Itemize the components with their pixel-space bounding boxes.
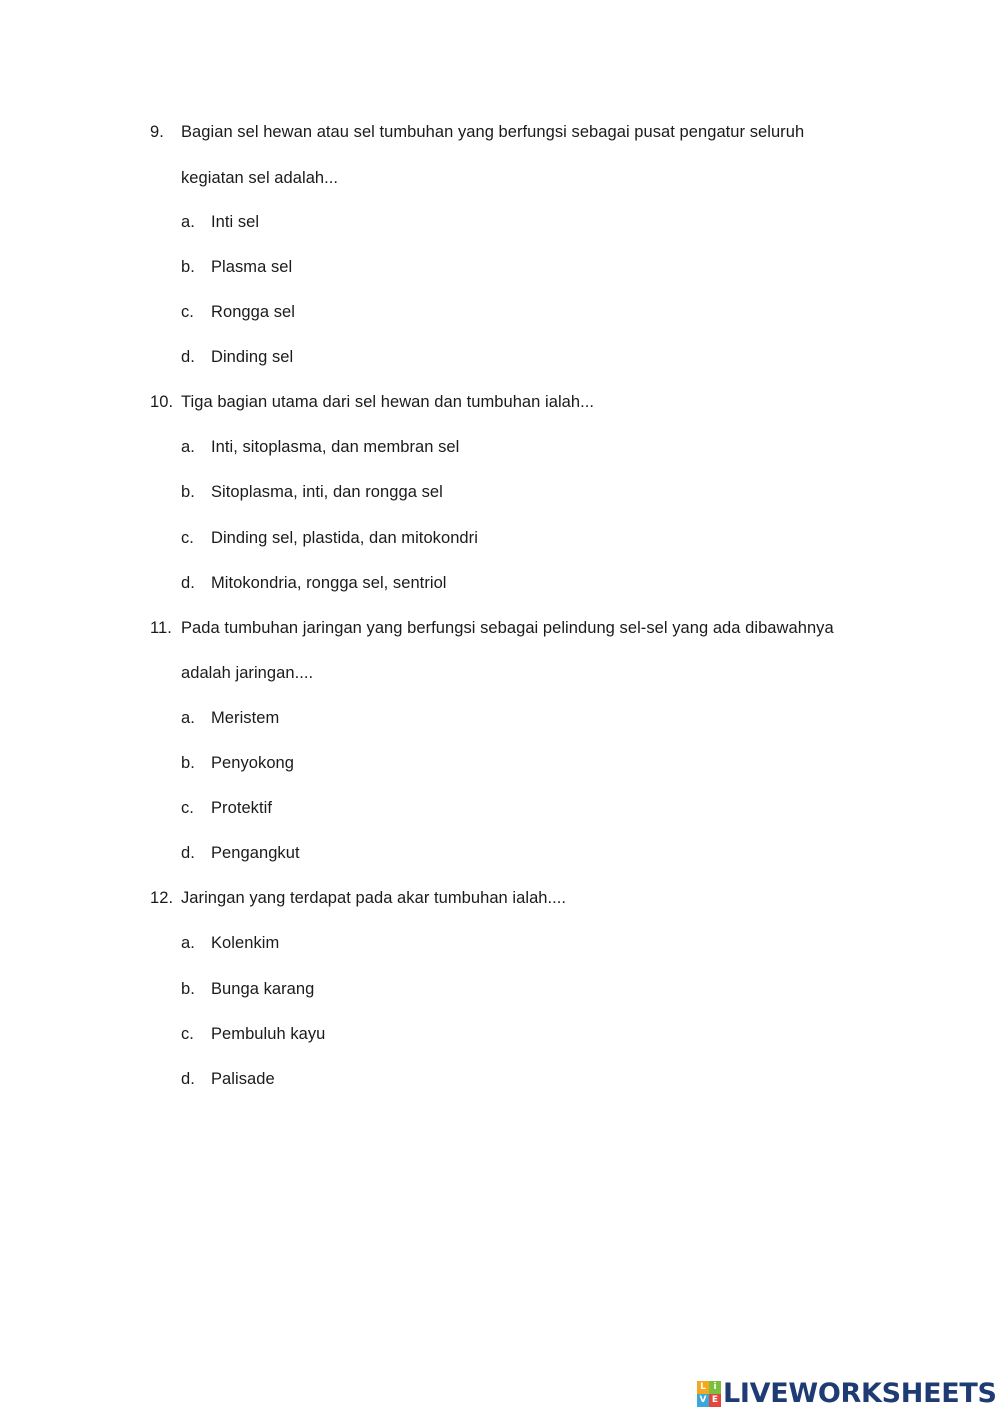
option-text[interactable]: Palisade — [211, 1070, 275, 1088]
option-letter: d. — [181, 844, 195, 862]
option-text[interactable]: Bunga karang — [211, 980, 315, 998]
option-text[interactable]: Inti sel — [211, 213, 260, 231]
option-letter: c. — [181, 799, 194, 817]
logo-mark-icon — [697, 1381, 721, 1407]
option-text[interactable]: Rongga sel — [211, 303, 295, 321]
logo-mark-letter: E — [709, 1394, 721, 1407]
option-letter: b. — [181, 980, 195, 998]
option-text[interactable]: Dinding sel, plastida, dan mitokondri — [211, 529, 478, 547]
option-letter: b. — [181, 754, 195, 772]
question-number: 12. — [150, 889, 174, 907]
option-letter: b. — [181, 258, 195, 276]
question-number: 10. — [150, 393, 174, 411]
option-text[interactable]: Sitoplasma, inti, dan rongga sel — [211, 483, 443, 501]
option-letter: c. — [181, 529, 194, 547]
option-letter: a. — [181, 213, 195, 231]
question-text: Jaringan yang terdapat pada akar tumbuhan ialah.... — [181, 889, 567, 907]
option-text[interactable]: Inti, sitoplasma, dan membran sel — [211, 438, 460, 456]
liveworksheets-logo — [697, 1378, 997, 1410]
option-text[interactable]: Kolenkim — [211, 934, 280, 952]
option-letter: d. — [181, 348, 195, 366]
question-text: Pada tumbuhan jaringan yang berfungsi sebagai pelindung sel-sel yang ada dibawahnya — [181, 619, 834, 637]
option-text[interactable]: Pembuluh kayu — [211, 1025, 326, 1043]
option-letter: c. — [181, 1025, 194, 1043]
logo-mark-letter: i — [709, 1381, 721, 1394]
option-letter: a. — [181, 438, 195, 456]
option-text[interactable]: Mitokondria, rongga sel, sentriol — [211, 574, 447, 592]
option-letter: a. — [181, 934, 195, 952]
option-text[interactable]: Plasma sel — [211, 258, 293, 276]
option-text[interactable]: Protektif — [211, 799, 272, 817]
question-text: adalah jaringan.... — [181, 664, 314, 682]
option-text[interactable]: Penyokong — [211, 754, 295, 772]
option-letter: d. — [181, 574, 195, 592]
question-number: 11. — [150, 619, 172, 637]
question-text: kegiatan sel adalah... — [181, 169, 339, 187]
question-text: Tiga bagian utama dari sel hewan dan tumbuhan ialah... — [181, 393, 595, 411]
question-number: 9. — [150, 123, 164, 141]
question-text: Bagian sel hewan atau sel tumbuhan yang berfungsi sebagai pusat pengatur seluruh — [181, 123, 805, 141]
option-text[interactable]: Pengangkut — [211, 844, 300, 862]
logo-text: LIVEWORKSHEETS — [723, 1378, 997, 1409]
logo-mark-letter: L — [697, 1381, 709, 1394]
option-text[interactable]: Meristem — [211, 709, 280, 727]
option-letter: a. — [181, 709, 195, 727]
logo-mark-letter: V — [697, 1394, 709, 1407]
option-letter: d. — [181, 1070, 195, 1088]
option-text[interactable]: Dinding sel — [211, 348, 294, 366]
option-letter: c. — [181, 303, 194, 321]
option-letter: b. — [181, 483, 195, 501]
